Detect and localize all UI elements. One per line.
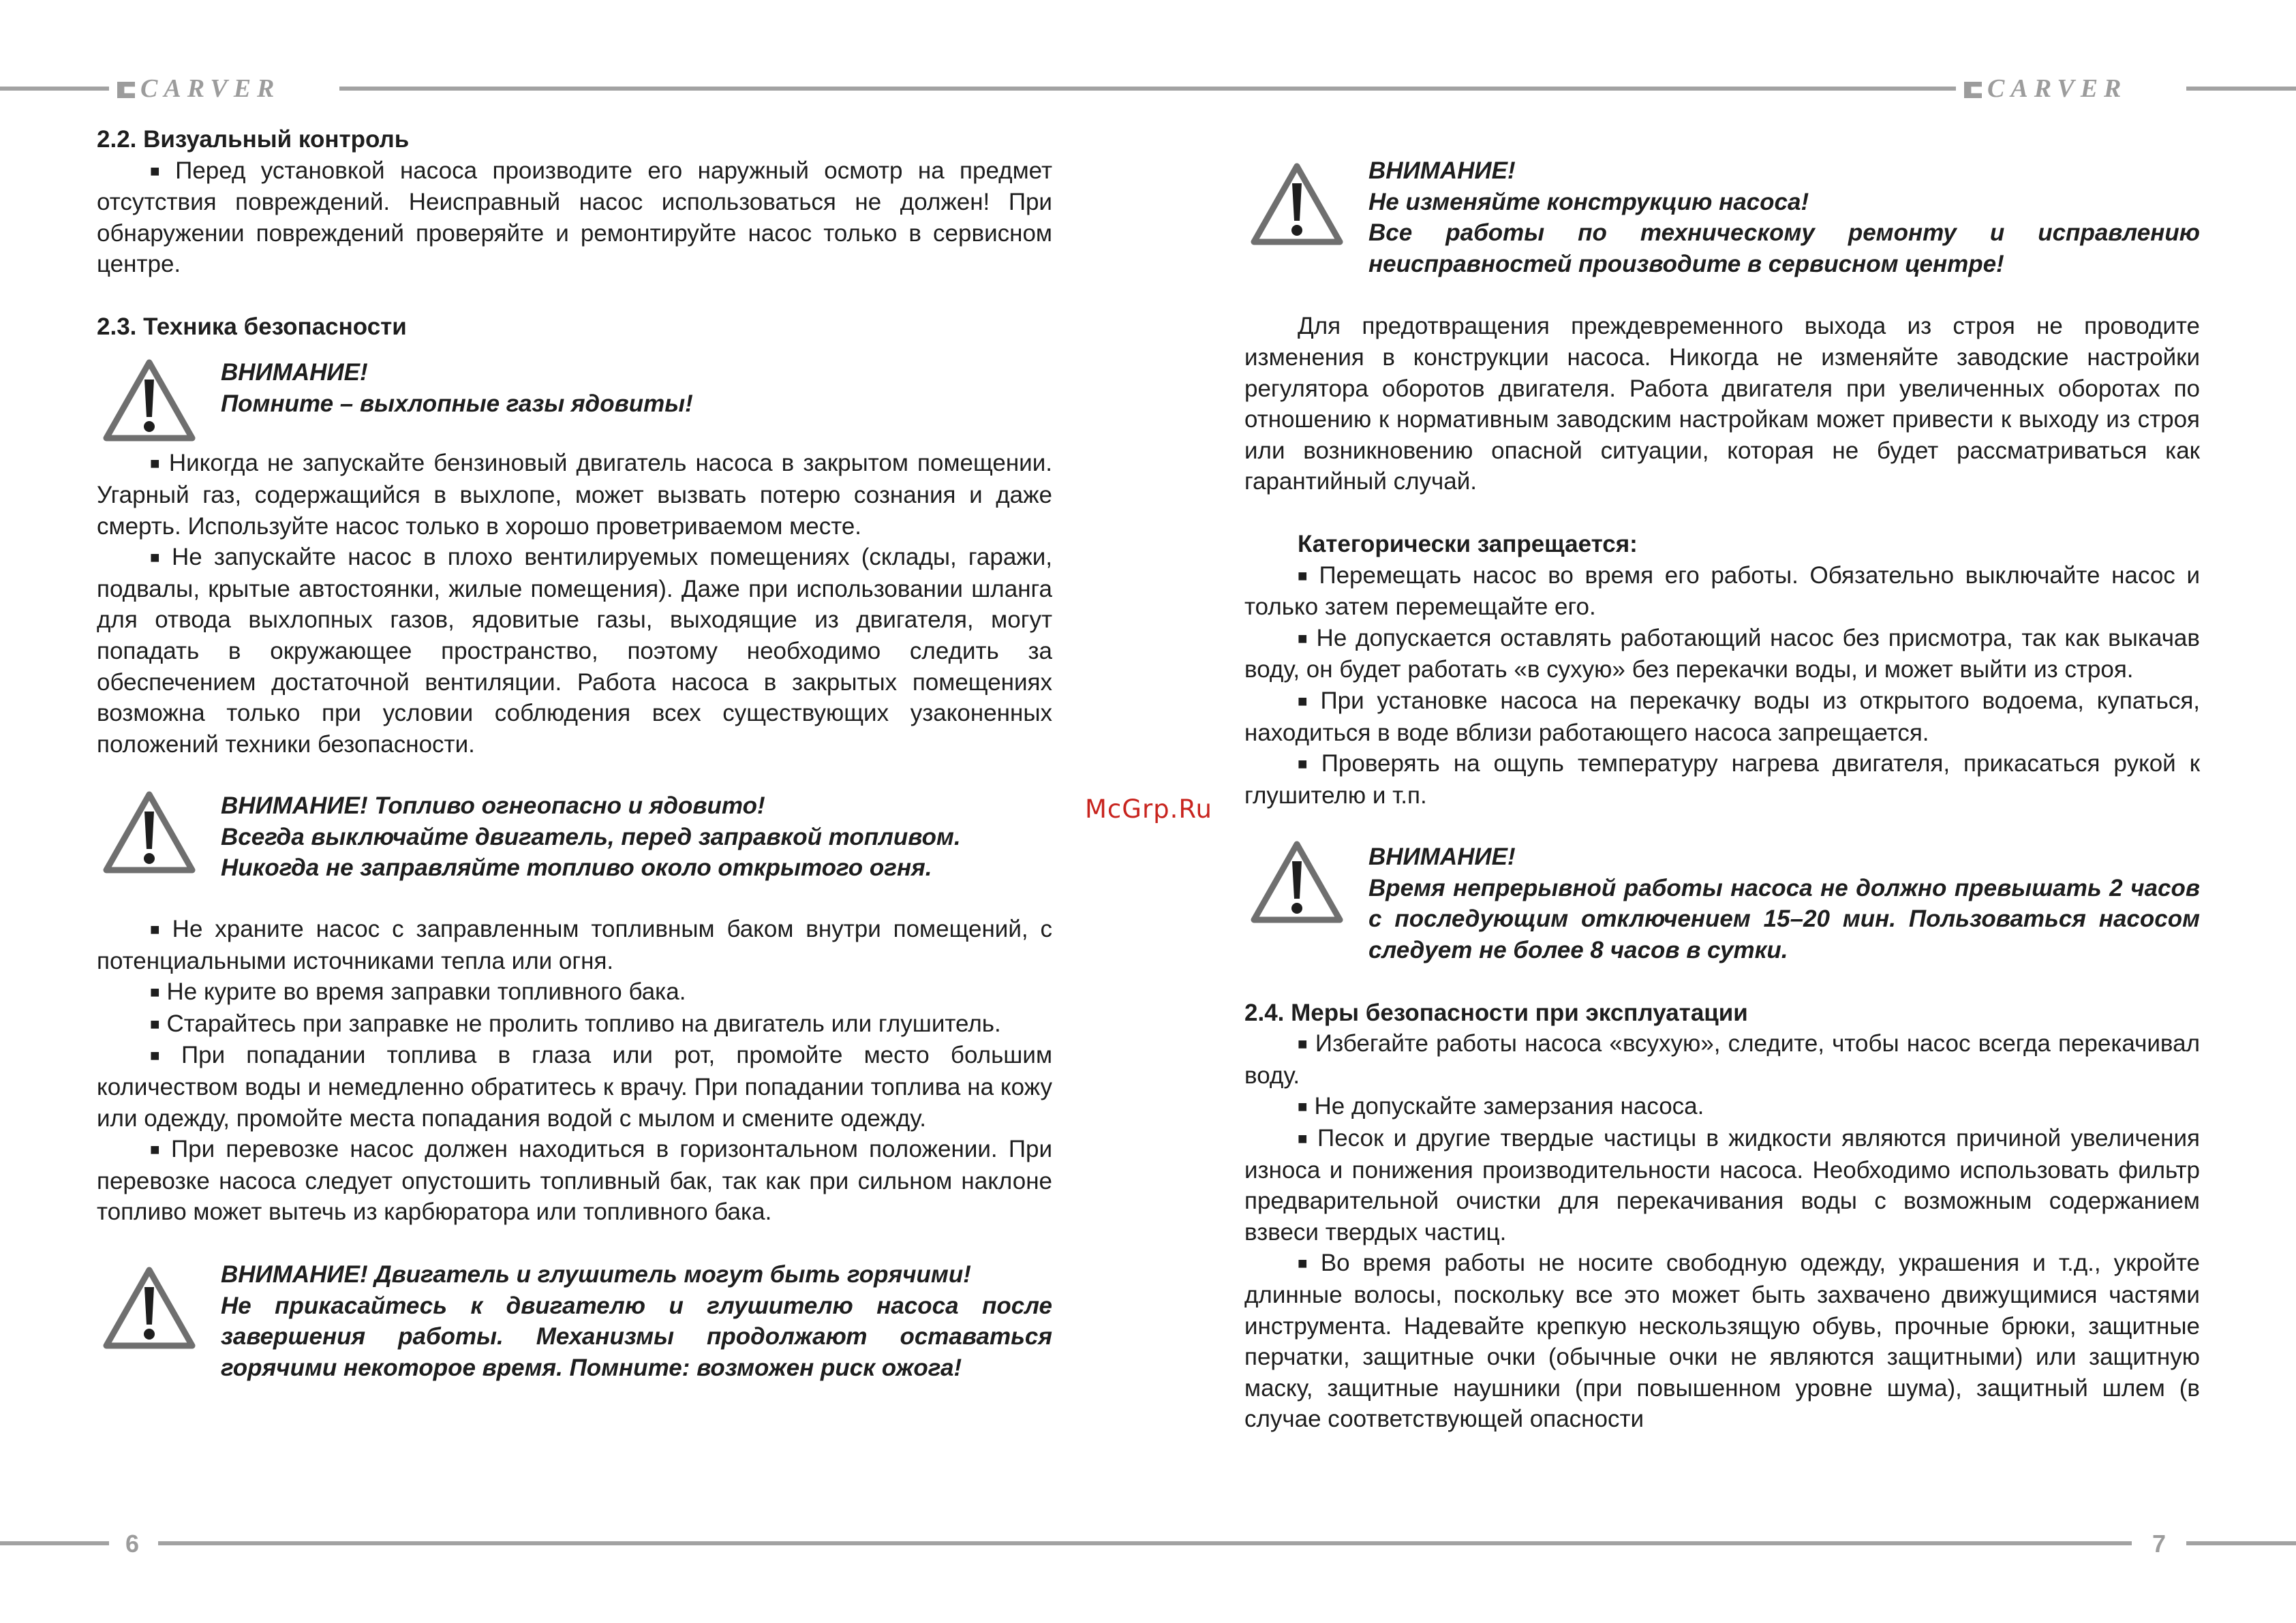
bullet-icon: ■ [1298, 692, 1314, 711]
header-rule-left [0, 87, 109, 91]
bullet-paragraph: ■ Избегайте работы насоса «всухую», следите, чтобы насос всегда перекачивал воду. [1244, 1030, 2201, 1089]
brand-logo-left [117, 75, 280, 102]
warning-block [97, 357, 1052, 419]
header-rule-right [2186, 87, 2296, 91]
brand-name-right: CARVER [1987, 74, 2128, 103]
bullet-paragraph: ■ При перевозке насос должен находиться в горизонтальном положении. При перевозке насоса следует опустошить топливный бак, так как при сильном наклоне топливо может вытечь из карбюратора или топливного бака. [97, 1136, 1053, 1226]
bullet-icon: ■ [150, 983, 160, 1002]
brand-mark-icon [1964, 82, 1982, 98]
warning-icon [1249, 839, 1345, 926]
section-title-2-4: 2.4. Меры безопасности при эксплуатации [1244, 999, 1748, 1026]
brand-name-left: CARVER [140, 74, 281, 103]
bullet-icon: ■ [1298, 1130, 1311, 1149]
paragraph: Для предотвращения преждевременного выхода из строя не проводите изменения в конструкции насоса. Никогда не изменяйте заводские настройки регулятора оборотов двигателя. Работа двигателя при увеличенных оборотах по отношению к нормативным заводским настройкам может привести к выходу из строя или возникновению опасной ситуации, которая не будет рассматриваться как гарантийный случай. [1244, 313, 2200, 495]
warning-icon [101, 357, 198, 444]
bullet-icon: ■ [1298, 755, 1315, 774]
warning-text: Никогда не заправляйте топливо около открытого огня. [221, 854, 932, 882]
warning-block [97, 1259, 1052, 1383]
section-title-2-2: 2.2. Визуальный контроль [97, 126, 410, 153]
warning-text: Всегда выключайте двигатель, перед заправкой топливом. [221, 823, 961, 850]
paragraph: ■ Перед установкой насоса производите его наружный осмотр на предмет отсутствия повреждений. Неисправный насос использоваться не должен! При обнаружении повреждений проверяйте и ремонтируйте насос только в сервисном центре. [97, 157, 1052, 278]
bullet-paragraph: ■ Песок и другие твердые частицы в жидкости являются причиной увеличения износа и понижения производительности насоса. Необходимо использовать фильтр предварительной очистки для перекачивания воды с возможным содержанием взвеси твердых частиц. [1244, 1125, 2200, 1246]
warning-block [97, 790, 1052, 884]
bullet-paragraph: ■ При установке насоса на перекачку воды из открытого водоема, купаться, находиться в воде вблизи работающего насоса запрещается. [1244, 687, 2200, 746]
footer-rule-center [158, 1541, 2132, 1545]
bullet-paragraph: ■ Не допускайте замерзания насоса. [1298, 1093, 1704, 1120]
warning-block [1244, 155, 2200, 279]
warning-text: Все работы по техническому ремонту и исправлению неисправностей производите в сервисном центре! [1368, 219, 2200, 277]
bullet-icon: ■ [150, 548, 165, 568]
bullet-paragraph: ■ Не курите во время заправки топливного бака. [150, 978, 686, 1006]
warning-icon [1249, 161, 1345, 248]
bullet-icon: ■ [150, 161, 169, 181]
bullet-icon: ■ [1298, 1035, 1308, 1054]
warning-text: ВНИМАНИЕ! [1368, 157, 1516, 184]
brand-logo-right [1964, 75, 2127, 102]
warning-text: ВНИМАНИЕ! Топливо огнеопасно и ядовито! [221, 792, 765, 820]
bullet-icon: ■ [150, 1141, 164, 1160]
header-rule-center [339, 87, 1956, 91]
left-column [97, 124, 1052, 1383]
page-number-right: 7 [2152, 1530, 2167, 1558]
warning-text: Помните – выхлопные газы ядовиты! [221, 390, 693, 417]
warning-text: Время непрерывной работы насоса не должно превышать 2 часов с последующим отключением 15–20 мин. Пользоваться насосом следует не более 8 часов в сутки. [1368, 874, 2200, 964]
page-number-left: 6 [125, 1530, 140, 1558]
warning-block [1244, 841, 2200, 965]
warning-icon [101, 1265, 198, 1352]
watermark: McGrp.Ru [1085, 794, 1212, 824]
bullet-icon: ■ [150, 1047, 174, 1066]
bullet-paragraph: ■ При попадании топлива в глаза или рот, промойте место большим количеством воды и немедленно обратитесь к врачу. При попадании топлива на кожу или одежду, промойте места попадания водой с мылом и смените одежду. [97, 1042, 1053, 1132]
bullet-icon: ■ [1298, 566, 1313, 585]
footer-rule-right [2186, 1541, 2296, 1545]
bullet-icon: ■ [150, 454, 162, 474]
bullet-paragraph: ■ Никогда не запускайте бензиновый двигатель насоса в закрытом помещении. Угарный газ, содержащийся в выхлопе, может вызвать потерю сознания и даже смерть. Используйте насос только в хорошо проветриваемом месте. [97, 450, 1052, 540]
bullet-paragraph: ■ Старайтесь при заправке не пролить топливо на двигатель или глушитель. [150, 1010, 1001, 1037]
warning-text: Не изменяйте конструкцию насоса! [1368, 188, 1809, 215]
bullet-paragraph: ■ Во время работы не носите свободную одежду, украшения и т.д., укройте длинные волосы, поскольку все это может быть захвачено движущимися частями инструмента. Надевайте крепкую нескользящую обувь, прочные брюки, защитные перчатки, защитные очки (обычные очки не являются защитными) или защитную маску, защитные наушники (при повышенном уровне шума), защитный шлем (в случае соответствующей опасности [1244, 1250, 2200, 1433]
right-column [1244, 155, 2200, 1435]
bullet-paragraph: ■ Перемещать насос во время его работы. Обязательно выключайте насос и только затем перемещайте его. [1244, 561, 2201, 621]
warning-text: ВНИМАНИЕ! Двигатель и глушитель могут быть горячими! [221, 1261, 971, 1288]
bullet-paragraph: ■ Проверять на ощупь температуру нагрева двигателя, прикасаться рукой к глушителю и т.п. [1244, 750, 2201, 809]
brand-mark-icon [117, 82, 135, 98]
warning-text: ВНИМАНИЕ! [1368, 844, 1516, 871]
bullet-icon: ■ [1298, 629, 1310, 648]
warning-text: Не прикасайтесь к двигателю и глушителю насоса после завершения работы. Механизмы продолжают оставаться горячими некоторое время. Помните: возможен риск ожога! [221, 1292, 1052, 1381]
bullet-paragraph: ■ Не запускайте насос в плохо вентилируемых помещениях (склады, гаражи, подвалы, крытые автостоянки, жилые помещения). Даже при использовании шланга для отвода выхлопных газов, ядовитые газы, выходящие из двигателя, могут попадать в окружающее пространство, поэтому необходимо следить за обеспечением достаточной вентиляции. Работа насоса в закрытых помещениях возможна только при условии соблюдения всех существующих узаконенных положений техники безопасности. [97, 544, 1053, 758]
warning-icon [101, 789, 198, 876]
bullet-icon: ■ [1298, 1254, 1314, 1273]
bullet-icon: ■ [150, 1015, 160, 1034]
bullet-paragraph: ■ Не храните насос с заправленным топливным баком внутри помещений, с потенциальными источниками тепла или огня. [97, 916, 1052, 974]
warning-text: ВНИМАНИЕ! [221, 359, 368, 386]
section-title-2-3: 2.3. Техника безопасности [97, 313, 407, 340]
bullet-paragraph: ■ Не допускается оставлять работающий насос без присмотра, так как выкачав воду, он будет работать «в сухую» без перекачки воды, и может выйти из строя. [1244, 624, 2200, 683]
forbidden-title: Категорически запрещается: [1298, 530, 1638, 557]
footer-rule-left [0, 1541, 109, 1545]
bullet-icon: ■ [1298, 1098, 1308, 1117]
bullet-icon: ■ [150, 921, 166, 940]
